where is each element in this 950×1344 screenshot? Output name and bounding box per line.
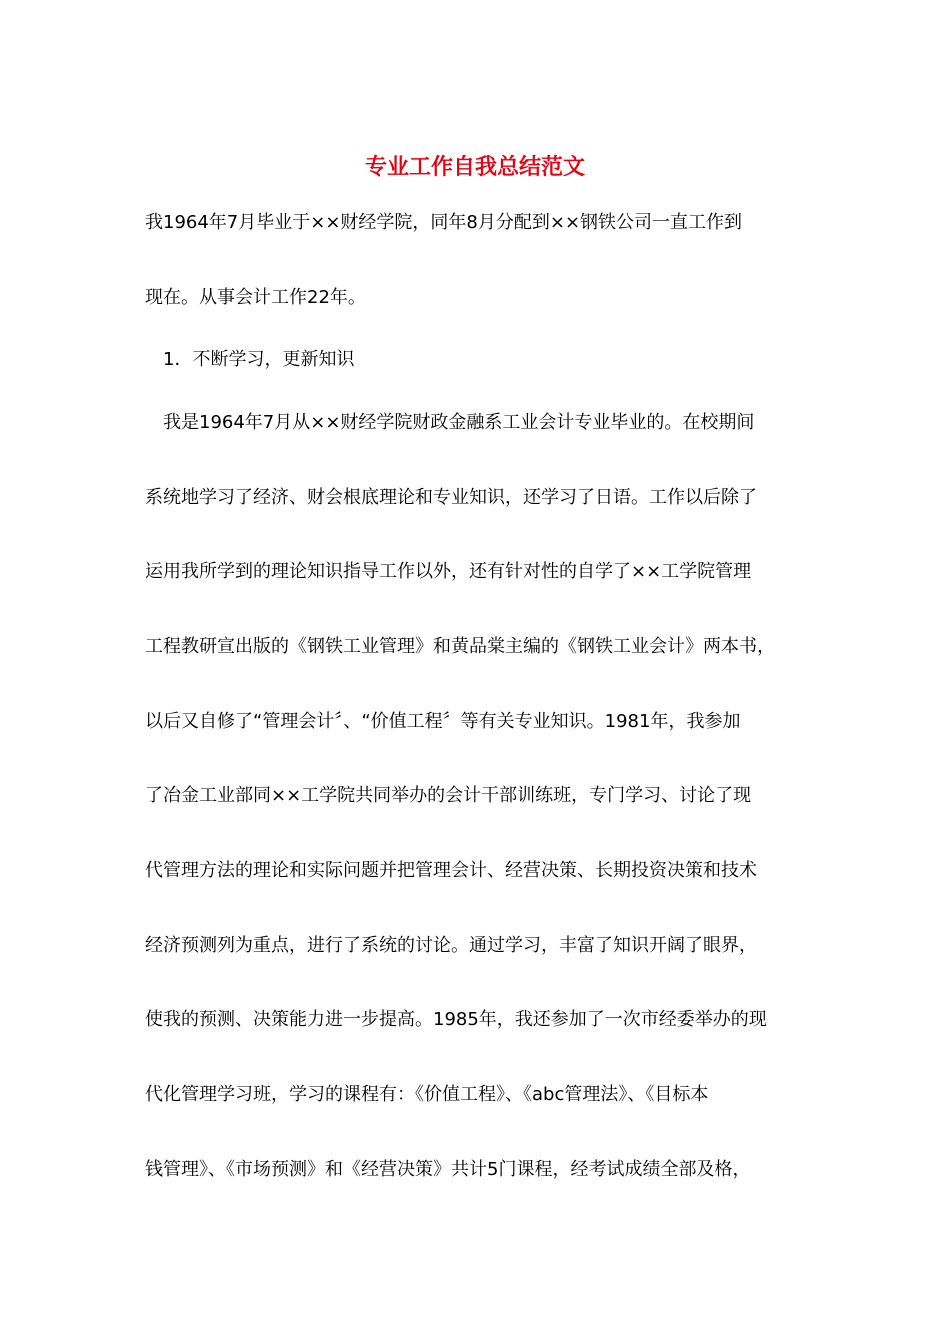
paragraph-line-1: 我1964年7月毕业于××财经学院，同年8月分配到××钢铁公司一直工作到: [145, 212, 743, 233]
paragraph-line-10: 经济预测列为重点，进行了系统的讨论。通过学习，丰富了知识开阔了眼界，: [145, 935, 757, 956]
paragraph-line-9: 代管理方法的理论和实际问题并把管理会计、经营决策、长期投资决策和技术: [145, 860, 757, 881]
paragraph-line-7: 以后又自修了“管理会计〞、“价值工程〞等有关专业知识。1981年，我参加: [145, 711, 741, 732]
paragraph-line-8: 了冶金工业部同××工学院共同举办的会计干部训练班，专门学习、讨论了现: [145, 785, 752, 806]
paragraph-line-13: 钱管理》、《市场预测》和《经营决策》共计5门课程，经考试成绩全部及格，: [145, 1159, 751, 1180]
paragraph-line-2: 现在。从事会计工作22年。: [145, 287, 366, 308]
paragraph-line-5: 运用我所学到的理论知识指导工作以外，还有针对性的自学了××工学院管理: [145, 561, 752, 582]
section-heading: 1．不断学习，更新知识: [163, 349, 355, 370]
paragraph-line-12: 代化管理学习班，学习的课程有：《价值工程》、《abc管理法》、《目标本: [145, 1084, 709, 1105]
paragraph-line-6: 工程教研宣出版的《钢铁工业管理》和黄品棠主编的《钢铁工业会计》两本书，: [145, 636, 775, 657]
page-title: 专业工作自我总结范文: [364, 155, 585, 180]
paragraph-line-4: 系统地学习了经济、财会根底理论和专业知识，还学习了日语。工作以后除了: [145, 487, 757, 508]
paragraph-line-11: 使我的预测、决策能力进一步提高。1985年，我还参加了一次市经委举办的现: [145, 1009, 767, 1030]
paragraph-line-3: 我是1964年7月从××财经学院财政金融系工业会计专业毕业的。在校期间: [163, 412, 755, 433]
